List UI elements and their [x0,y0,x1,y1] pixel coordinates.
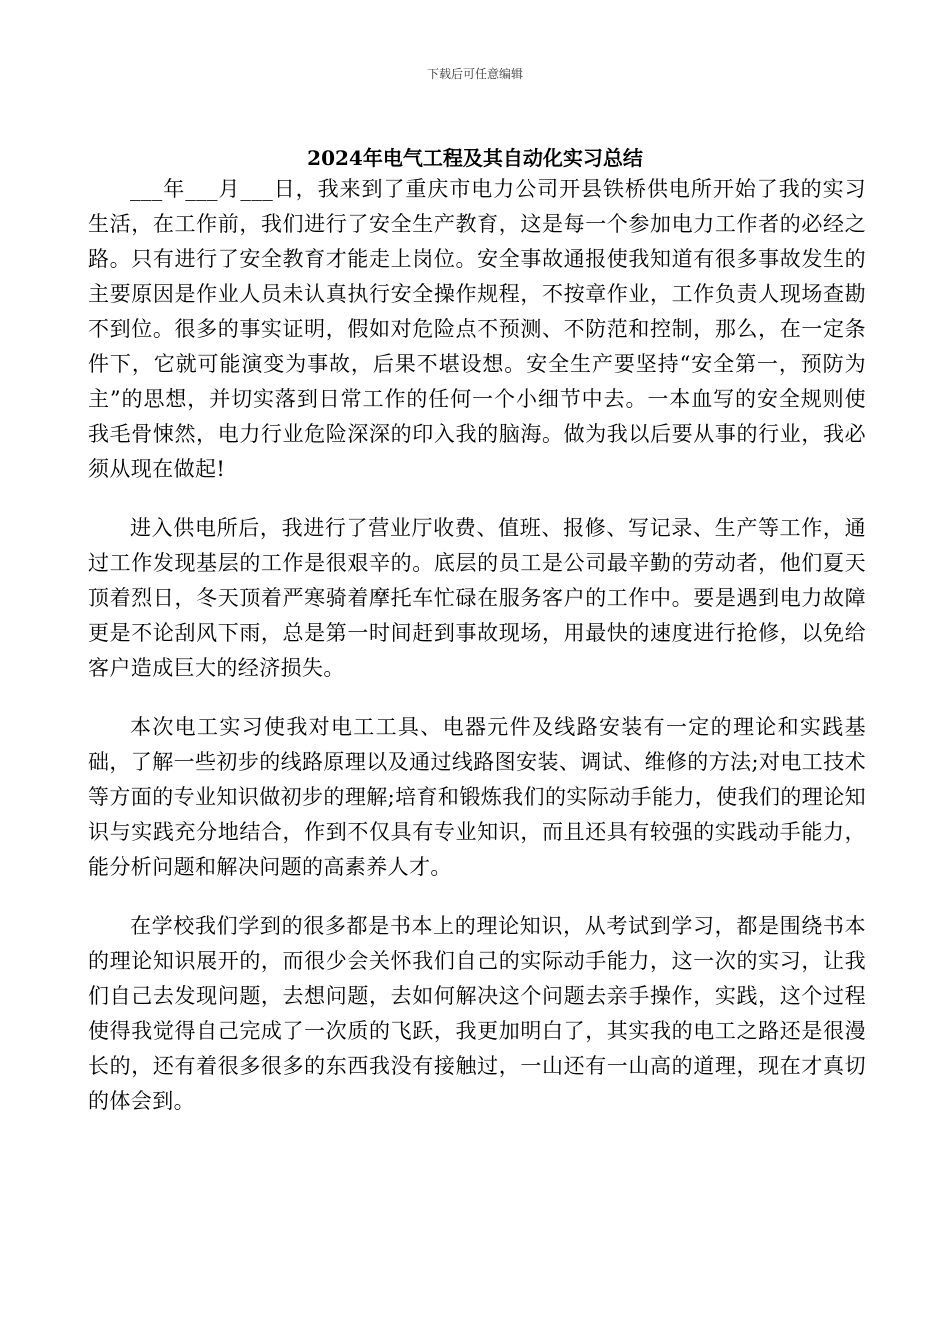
page-header-note: 下载后可任意编辑 [426,67,523,81]
paragraph-3: 本次电工实习使我对电工工具、电器元件及线路安装有一定的理论和实践基础，了解一些初步的线路原理以及通过线路图安装、调试、维修的方法;对电工技术等方面的专业知识做初步的理解;培育和锻炼我们的实际动手能力，使我们的理论知识与实践充分地结合，作到不仅具有专业知识，而且还具有较强的实践动手能力，能分析问题和解决问题的高素养人才。 [88,715,866,879]
document-body [88,172,866,1143]
paragraph-1: ___年___月___日，我来到了重庆市电力公司开县铁桥供电所开始了我的实习生活，在工作前，我们进行了安全生产教育，这是每一个参加电力工作者的必经之路。只有进行了安全教育才能走上岗位。安全事故通报使我知道有很多事故发生的主要原因是作业人员未认真执行安全操作规程，不按章作业，工作负责人现场查勘不到位。很多的事实证明，假如对危险点不预测、不防范和控制，那么，在一定条件下，它就可能演变为事故，后果不堪设想。安全生产要坚持“安全第一，预防为主”的思想，并切实落到日常工作的任何一个小细节中去。一本血写的安全规则使我毛骨悚然，电力行业危险深深的印入我的脑海。做为我以后要从事的行业，我必须从现在做起! [88,177,866,481]
document-title: 2024年电气工程及其自动化实习总结 [307,146,643,170]
paragraph-4: 在学校我们学到的很多都是书本上的理论知识，从考试到学习，都是围绕书本的理论知识展开的，而很少会关怀我们自己的实际动手能力，这一次的实习，让我们自己去发现问题，去想问题，去如何解决这个问题去亲手操作，实践，这个过程使得我觉得自己完成了一次质的飞跃，我更加明白了，其实我的电工之路还是很漫长的，还有着很多很多的东西我没有接触过，一山还有一山高的道理，现在才真切的体会到。 [88,914,866,1113]
paragraph-2: 进入供电所后，我进行了营业厅收费、值班、报修、写记录、生产等工作，通过工作发现基层的工作是很艰辛的。底层的员工是公司最辛勤的劳动者，他们夏天顶着烈日，冬天顶着严寒骑着摩托车忙碌在服务客户的工作中。要是遇到电力故障更是不论刮风下雨，总是第一时间赶到事故现场，用最快的速度进行抢修，以免给客户造成巨大的经济损失。 [88,516,866,680]
